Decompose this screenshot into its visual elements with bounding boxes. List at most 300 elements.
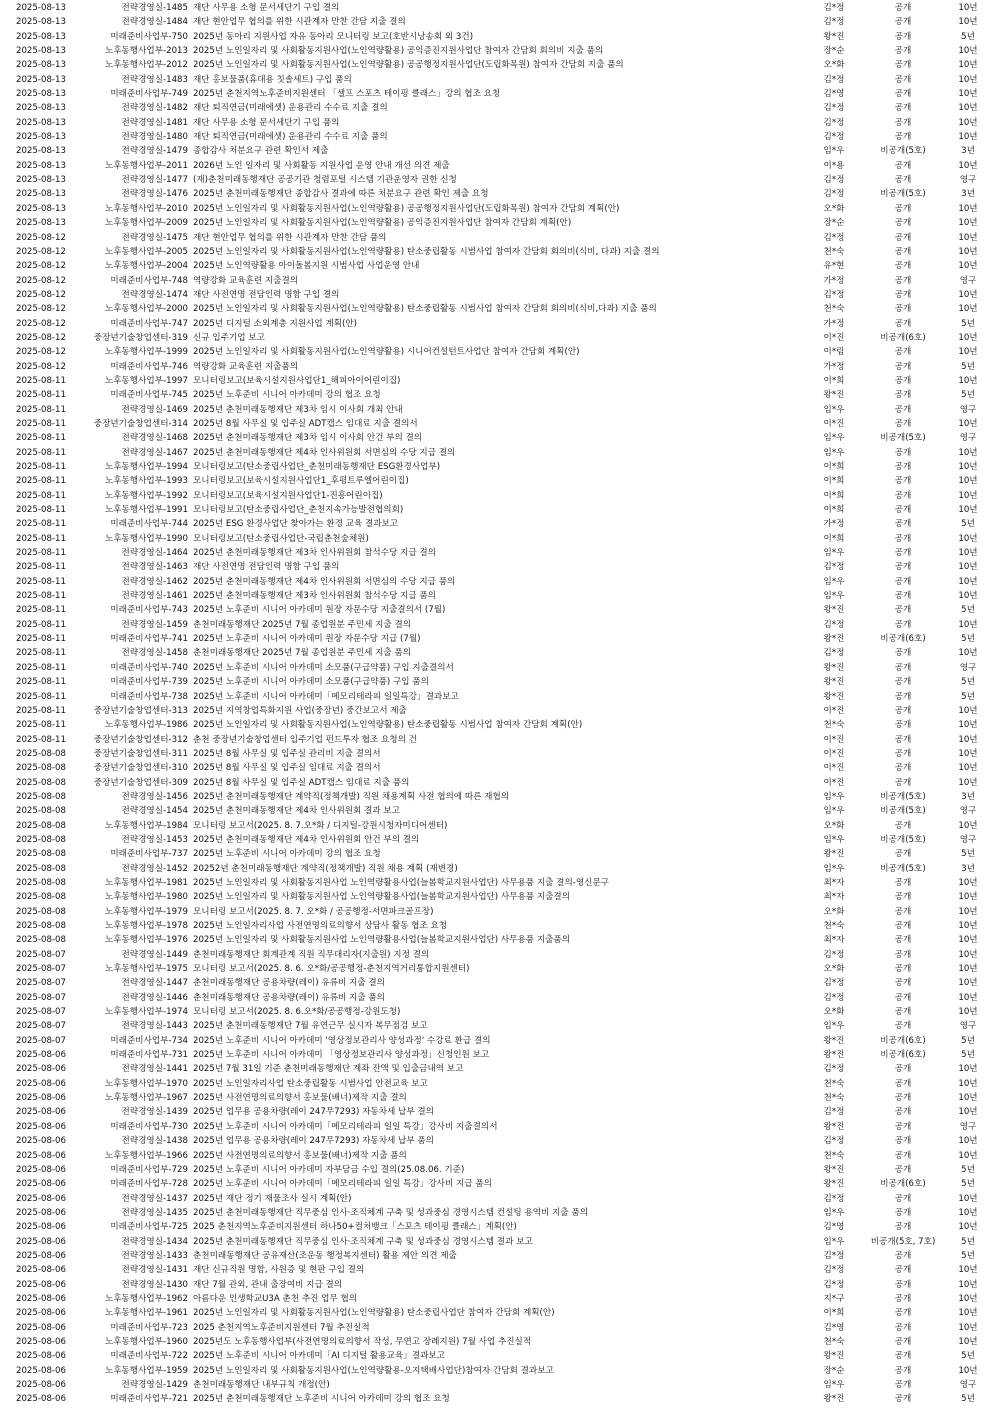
cell-author: 이*진 xyxy=(823,748,845,759)
cell-disclosure: 공개 xyxy=(894,175,912,186)
cell-disclosure: 공개 xyxy=(894,748,912,759)
cell-date: 2025-08-11 xyxy=(16,662,66,673)
cell-retention: 10년 xyxy=(958,1136,978,1147)
cell-retention: 10년 xyxy=(958,117,978,128)
cell-retention: 3년 xyxy=(961,863,975,874)
table-row xyxy=(0,819,1000,833)
table-row xyxy=(0,1378,1000,1392)
cell-disclosure: 공개 xyxy=(894,705,912,716)
cell-disclosure: 공개 xyxy=(894,17,912,28)
cell-doc-number: 전략경영실-1477 xyxy=(121,175,188,186)
table-row xyxy=(0,101,1000,115)
cell-date: 2025-08-11 xyxy=(16,505,66,516)
cell-title: 2025 춘천지역노후준비지원센터 7월 추진실적 xyxy=(193,1322,370,1333)
cell-retention: 10년 xyxy=(958,877,978,888)
cell-author: 김*정 xyxy=(823,992,845,1003)
cell-author: 왕*진 xyxy=(823,390,845,401)
cell-disclosure: 공개 xyxy=(894,921,912,931)
cell-author: 이*진 xyxy=(823,705,845,716)
cell-title: 2025년 업무용 공용차량(레이 247무7293) 자동차세 납부 결의 xyxy=(193,1107,434,1118)
table-row xyxy=(0,589,1000,603)
cell-disclosure: 공개 xyxy=(894,906,912,917)
cell-retention: 10년 xyxy=(958,576,978,587)
cell-title: 모니터링 보고서(2025. 8. 6.오*화/공공행정-강원도청) xyxy=(193,1007,401,1018)
cell-title: 모니터링보고(보육시설지원사업단1_해피아이어린이집) xyxy=(193,375,401,386)
cell-disclosure: 비공개(5호) xyxy=(880,806,926,817)
cell-doc-number: 미래준비사업부-750 xyxy=(110,31,188,42)
cell-doc-number: 노후동행사업부-1984 xyxy=(104,820,188,831)
cell-author: 오*화 xyxy=(823,1007,845,1018)
table-row xyxy=(0,58,1000,72)
cell-disclosure: 공개 xyxy=(894,1265,912,1276)
cell-disclosure: 공개 xyxy=(894,1193,912,1204)
cell-date: 2025-08-07 xyxy=(16,992,66,1003)
cell-disclosure: 공개 xyxy=(894,1365,912,1376)
cell-disclosure: 공개 xyxy=(894,261,912,272)
cell-title: 종합감사 처분요구 관련 확인서 제출 xyxy=(193,146,329,157)
cell-author: 이*희 xyxy=(823,462,845,472)
table-row xyxy=(0,690,1000,704)
cell-author: 천*숙 xyxy=(823,1078,845,1089)
cell-date: 2025-08-12 xyxy=(16,275,66,286)
cell-disclosure: 공개 xyxy=(894,218,912,229)
cell-author: 천*숙 xyxy=(823,304,845,315)
cell-retention: 5년 xyxy=(961,1050,975,1061)
cell-retention: 영구 xyxy=(959,834,977,845)
cell-title: 2025년 노후준비 시니어 아카데미 강의 협조 요청 xyxy=(193,390,381,401)
cell-retention: 영구 xyxy=(959,1021,977,1032)
cell-doc-number: 노후동행사업부-1986 xyxy=(104,720,188,731)
cell-author: 이*희 xyxy=(823,1308,845,1319)
cell-title: 2025년 노후준비 시니어 아카데미 소모품(구급약품) 구입 지출결의서 xyxy=(193,662,454,673)
cell-doc-number: 전략경영실-1447 xyxy=(121,978,188,989)
cell-disclosure: 공개 xyxy=(894,1308,912,1319)
table-row xyxy=(0,144,1000,158)
table-row xyxy=(0,1019,1000,1033)
cell-date: 2025-08-08 xyxy=(16,791,66,802)
cell-date: 2025-08-07 xyxy=(16,1007,66,1018)
table-row xyxy=(0,790,1000,804)
cell-doc-number: 전략경영실-1462 xyxy=(121,576,188,587)
cell-author: 장*순 xyxy=(823,218,845,229)
table-row xyxy=(0,317,1000,331)
cell-author: 임*우 xyxy=(823,791,845,802)
cell-doc-number: 노후동행사업부-1981 xyxy=(104,877,188,888)
cell-date: 2025-08-13 xyxy=(16,160,66,171)
cell-author: 김*영 xyxy=(823,1222,845,1233)
cell-date: 2025-08-06 xyxy=(16,1322,66,1333)
cell-doc-number: 전략경영실-1463 xyxy=(121,562,188,573)
cell-retention: 10년 xyxy=(958,533,978,544)
cell-date: 2025-08-11 xyxy=(16,533,66,544)
cell-doc-number: 미래준비사업부-743 xyxy=(110,605,188,616)
cell-disclosure: 공개 xyxy=(894,734,912,745)
cell-disclosure: 공개 xyxy=(894,462,912,472)
cell-doc-number: 노후동행사업부-1991 xyxy=(104,505,188,516)
cell-title: 2025년 동아리 지원사업 자유 동아리 모니터링 보고(호반시낭송회 외 3건) xyxy=(193,31,474,42)
cell-disclosure: 공개 xyxy=(894,1207,912,1218)
table-row xyxy=(0,661,1000,675)
cell-retention: 10년 xyxy=(958,261,978,272)
table-row xyxy=(0,73,1000,87)
cell-retention: 3년 xyxy=(961,189,975,200)
cell-author: 김*정 xyxy=(823,1279,845,1290)
table-row xyxy=(0,1263,1000,1277)
cell-title: 모니터링보고(탄소중립사업단_춘천지속가능발전협의회) xyxy=(193,505,404,516)
table-row xyxy=(0,646,1000,660)
cell-date: 2025-08-06 xyxy=(16,1236,66,1247)
cell-date: 2025-08-11 xyxy=(16,447,66,458)
cell-title: 2025년 노후준비 시니어 아카데미 자부담금 수입 결의(25.08.06. 기준) xyxy=(193,1164,465,1175)
cell-title: 춘천미래동행재단 2025년 7월 종업원분 주민세 지출 결의 xyxy=(193,619,412,630)
cell-date: 2025-08-06 xyxy=(16,1380,66,1390)
cell-author: 왕*진 xyxy=(823,662,845,673)
cell-disclosure: 공개 xyxy=(894,89,912,100)
cell-doc-number: 전략경영실-1435 xyxy=(121,1207,188,1218)
cell-date: 2025-08-06 xyxy=(16,1093,66,1104)
cell-doc-number: 미래준비사업부-737 xyxy=(110,849,188,860)
cell-disclosure: 공개 xyxy=(894,849,912,860)
cell-retention: 10년 xyxy=(958,720,978,731)
cell-doc-number: 노후동행사업부-2010 xyxy=(104,203,188,214)
cell-author: 왕*진 xyxy=(823,31,845,42)
table-row xyxy=(0,1091,1000,1105)
cell-disclosure: 공개 xyxy=(894,519,912,530)
cell-author: 임*우 xyxy=(823,834,845,845)
table-row xyxy=(0,718,1000,732)
cell-disclosure: 공개 xyxy=(894,1351,912,1362)
cell-author: 임*우 xyxy=(823,1207,845,1218)
cell-doc-number: 미래준비사업부-746 xyxy=(110,361,188,372)
cell-retention: 10년 xyxy=(958,1222,978,1233)
cell-doc-number: 미래준비사업부-721 xyxy=(110,1394,188,1405)
cell-retention: 10년 xyxy=(958,289,978,300)
cell-title: 모니터링 보고서(2025. 8. 7.오*화 / 디지털-강원시청자미디어센터) xyxy=(193,820,448,831)
cell-title: 모니터링보고(보육시설지원사업단1-진흥어린이집) xyxy=(193,490,383,501)
cell-retention: 3년 xyxy=(961,146,975,157)
cell-date: 2025-08-07 xyxy=(16,1021,66,1032)
table-row xyxy=(0,833,1000,847)
cell-date: 2025-08-06 xyxy=(16,1336,66,1347)
cell-title: 2025년 노인일자리 및 사회활동지원사업(노인역량활용) 탄소중립활동 시범사업 참여자 간담회 회의비(식비, 다과) 지출 결의 xyxy=(193,246,660,257)
cell-doc-number: 전략경영실-1454 xyxy=(121,806,188,817)
cell-title: 신규 입주기업 보고 xyxy=(193,332,265,343)
cell-title: 재단 퇴직연금(미래에셋) 운용관리 수수료 지출 결의 xyxy=(193,103,388,114)
cell-doc-number: 노후동행사업부-2004 xyxy=(104,261,188,272)
cell-author: 임*우 xyxy=(823,404,845,415)
cell-retention: 10년 xyxy=(958,332,978,343)
cell-title: 2025년 노인역량활용 아이돌봄지원 시범사업 사업운영 안내 xyxy=(193,261,420,272)
cell-doc-number: 노후동행사업부-2011 xyxy=(104,160,188,171)
table-row xyxy=(0,603,1000,617)
table-row xyxy=(0,1392,1000,1406)
cell-date: 2025-08-13 xyxy=(16,17,66,28)
cell-disclosure: 공개 xyxy=(894,490,912,501)
cell-retention: 3년 xyxy=(961,791,975,802)
cell-title: 2025년 노인일자리 및 사회활동지원사업(노인역량활용) 공익증진지원사업단 참여자 간담회 계획(안) xyxy=(193,218,572,229)
table-row xyxy=(0,517,1000,531)
cell-disclosure: 비공개(5호) xyxy=(880,834,926,845)
cell-doc-number: 노후동행사업부-1960 xyxy=(104,1336,188,1347)
cell-author: 오*화 xyxy=(823,60,845,71)
cell-author: 김*정 xyxy=(823,103,845,114)
cell-author: 장*순 xyxy=(823,46,845,57)
cell-doc-number: 전략경영실-1458 xyxy=(121,648,188,659)
cell-disclosure: 공개 xyxy=(894,1222,912,1233)
cell-date: 2025-08-13 xyxy=(16,189,66,200)
cell-disclosure: 공개 xyxy=(894,46,912,57)
cell-date: 2025-08-07 xyxy=(16,964,66,975)
cell-doc-number: 노후동행사업부-1994 xyxy=(104,462,188,472)
cell-retention: 5년 xyxy=(961,31,975,42)
cell-doc-number: 노후동행사업부-1967 xyxy=(104,1093,188,1104)
cell-retention: 10년 xyxy=(958,1207,978,1218)
cell-author: 김*정 xyxy=(823,1250,845,1261)
cell-title: 2026년 노인 일자리 및 사회활동 지원사업 운영 안내 개선 의견 제출 xyxy=(193,160,450,171)
cell-retention: 10년 xyxy=(958,304,978,315)
cell-title: 2025년 노인일자리 및 사회활동지원사업 노인역량활용사업(늘봄학교지원사업단) 사무용품 지출 결의-영신문구 xyxy=(193,877,610,888)
cell-retention: 5년 xyxy=(961,634,975,645)
cell-date: 2025-08-12 xyxy=(16,261,66,272)
cell-author: 임*우 xyxy=(823,576,845,587)
table-row xyxy=(0,403,1000,417)
cell-disclosure: 공개 xyxy=(894,1093,912,1104)
cell-doc-number: 노후동행사업부-1959 xyxy=(104,1365,188,1376)
table-row xyxy=(0,560,1000,574)
cell-date: 2025-08-12 xyxy=(16,289,66,300)
cell-date: 2025-08-11 xyxy=(16,677,66,688)
cell-author: 왕*진 xyxy=(823,691,845,702)
cell-date: 2025-08-12 xyxy=(16,347,66,358)
table-row xyxy=(0,116,1000,130)
cell-doc-number: 전략경영실-1482 xyxy=(121,103,188,114)
cell-date: 2025-08-08 xyxy=(16,877,66,888)
table-row xyxy=(0,1062,1000,1076)
table-row xyxy=(0,1292,1000,1306)
cell-disclosure: 공개 xyxy=(894,1007,912,1018)
table-row xyxy=(0,288,1000,302)
cell-date: 2025-08-12 xyxy=(16,361,66,372)
cell-title: 2025년 노인일자리 및 사회활동지원사업(노인역량활용) 탄소중립사업단 참여자 간담회 계획(안) xyxy=(193,1308,555,1319)
cell-date: 2025-08-08 xyxy=(16,849,66,860)
cell-doc-number: 노후동행사업부-1978 xyxy=(104,921,188,931)
cell-date: 2025-08-11 xyxy=(16,605,66,616)
cell-doc-number: 중장년기술창업센터-319 xyxy=(93,332,188,343)
cell-author: 김*정 xyxy=(823,949,845,960)
cell-author: 천*숙 xyxy=(823,246,845,257)
cell-disclosure: 공개 xyxy=(894,548,912,559)
cell-disclosure: 공개 xyxy=(894,117,912,128)
cell-title: 2025년 춘천지역노후준비지원센터 「셀프 스포츠 테이핑 클래스」강의 협조 요청 xyxy=(193,89,501,100)
cell-date: 2025-08-12 xyxy=(16,232,66,243)
cell-date: 2025-08-12 xyxy=(16,318,66,329)
cell-author: 김*정 xyxy=(823,175,845,186)
cell-retention: 영구 xyxy=(959,662,977,673)
cell-date: 2025-08-06 xyxy=(16,1308,66,1319)
cell-retention: 5년 xyxy=(961,1250,975,1261)
cell-author: 김*정 xyxy=(823,74,845,85)
cell-date: 2025-08-13 xyxy=(16,74,66,85)
table-row xyxy=(0,675,1000,689)
cell-doc-number: 전략경영실-1468 xyxy=(121,433,188,444)
cell-retention: 5년 xyxy=(961,1236,975,1247)
table-row xyxy=(0,1206,1000,1220)
table-row xyxy=(0,1278,1000,1292)
cell-doc-number: 미래준비사업부-725 xyxy=(110,1222,188,1233)
cell-disclosure: 공개 xyxy=(894,605,912,616)
table-row xyxy=(0,388,1000,402)
cell-title: 재단 사전연명 전담인력 명함 구입 품의 xyxy=(193,562,340,573)
cell-title: 2025 춘천지역노후준비지원센터 하나50+컬처뱅크「스포츠 테이핑 클래스」계획(안) xyxy=(193,1222,517,1233)
cell-disclosure: 공개 xyxy=(894,132,912,143)
cell-date: 2025-08-08 xyxy=(16,935,66,946)
cell-date: 2025-08-06 xyxy=(16,1265,66,1276)
cell-retention: 10년 xyxy=(958,763,978,774)
cell-retention: 10년 xyxy=(958,906,978,917)
cell-disclosure: 공개 xyxy=(894,949,912,960)
cell-disclosure: 공개 xyxy=(894,892,912,903)
cell-disclosure: 공개 xyxy=(894,1394,912,1405)
cell-doc-number: 중장년기술창업센터-313 xyxy=(93,705,188,716)
cell-retention: 10년 xyxy=(958,1064,978,1075)
cell-author: 김*영 xyxy=(823,89,845,100)
table-row xyxy=(0,202,1000,216)
cell-retention: 10년 xyxy=(958,89,978,100)
table-row xyxy=(0,474,1000,488)
cell-author: 가*정 xyxy=(823,318,845,329)
cell-title: 2025년 춘천미래동행재단 제4차 인사위원회 서면심의 수당 지급 결의 xyxy=(193,447,456,458)
cell-title: 모니터링 보고서(2025. 8. 6. 오*화/공공행정-춘천지역거리통합지원센터) xyxy=(193,964,470,975)
cell-retention: 10년 xyxy=(958,1293,978,1304)
cell-title: 20252년 춘천미래동행재단 계약직(정책개발) 직원 채용 계획 (재변경) xyxy=(193,863,458,874)
table-row xyxy=(0,1163,1000,1177)
cell-author: 천*숙 xyxy=(823,1150,845,1161)
cell-retention: 5년 xyxy=(961,1164,975,1175)
cell-retention: 5년 xyxy=(961,390,975,401)
cell-date: 2025-08-08 xyxy=(16,892,66,903)
cell-doc-number: 미래준비사업부-749 xyxy=(110,89,188,100)
cell-disclosure: 공개 xyxy=(894,404,912,415)
cell-title: 2025년 사전연명의료의향서 홍보물(배너)제작 지출 결의 xyxy=(193,1093,407,1104)
table-row xyxy=(0,1120,1000,1134)
cell-title: 재단 7월 관외, 관내 출장여비 지급 결의 xyxy=(193,1279,343,1290)
cell-date: 2025-08-06 xyxy=(16,1164,66,1175)
cell-disclosure: 공개 xyxy=(894,964,912,975)
cell-title: 2025년 노후준비 시니어 아카데미「메모리테라피 일일 특강」강사비 지급 품의 xyxy=(193,1179,492,1190)
cell-doc-number: 전략경영실-1437 xyxy=(121,1193,188,1204)
cell-doc-number: 전략경영실-1446 xyxy=(121,992,188,1003)
cell-date: 2025-08-11 xyxy=(16,634,66,645)
cell-title: 2025년 노후준비 시니어 아카데미「메모리테라피 일일 특강」강사비 지출결의서 xyxy=(193,1121,498,1132)
cell-author: 이*용 xyxy=(823,160,845,171)
cell-author: 오*화 xyxy=(823,820,845,831)
table-row xyxy=(0,761,1000,775)
table-row xyxy=(0,905,1000,919)
cell-disclosure: 공개 xyxy=(894,1293,912,1304)
cell-author: 임*우 xyxy=(823,548,845,559)
cell-author: 임*우 xyxy=(823,806,845,817)
cell-retention: 5년 xyxy=(961,677,975,688)
cell-disclosure: 공개 xyxy=(894,1322,912,1333)
table-row xyxy=(0,776,1000,790)
cell-retention: 10년 xyxy=(958,1336,978,1347)
cell-retention: 영구 xyxy=(959,404,977,415)
cell-retention: 5년 xyxy=(961,318,975,329)
cell-author: 이*희 xyxy=(823,505,845,516)
cell-retention: 10년 xyxy=(958,17,978,28)
cell-disclosure: 공개 xyxy=(894,232,912,243)
cell-title: 2025년 8월 사무실 및 입주실 관리비 지출 결의서 xyxy=(193,748,381,759)
cell-disclosure: 공개 xyxy=(894,74,912,85)
cell-retention: 영구 xyxy=(959,175,977,186)
cell-author: 김*정 xyxy=(823,117,845,128)
cell-author: 임*우 xyxy=(823,1236,845,1247)
cell-date: 2025-08-11 xyxy=(16,519,66,530)
cell-disclosure: 공개 xyxy=(894,691,912,702)
cell-title: 아름다운 인생학교U3A 춘천 추진 업무 협의 xyxy=(193,1293,358,1304)
table-row xyxy=(0,747,1000,761)
cell-retention: 5년 xyxy=(961,691,975,702)
cell-retention: 10년 xyxy=(958,1308,978,1319)
table-row xyxy=(0,1048,1000,1062)
cell-doc-number: 전략경영실-1441 xyxy=(121,1064,188,1075)
cell-retention: 10년 xyxy=(958,74,978,85)
cell-date: 2025-08-13 xyxy=(16,60,66,71)
cell-date: 2025-08-11 xyxy=(16,375,66,386)
cell-date: 2025-08-12 xyxy=(16,304,66,315)
cell-disclosure: 공개 xyxy=(894,677,912,688)
cell-title: 2025년 노후준비 시니어 아카데미「AI 디지털 활용교육」결과보고 xyxy=(193,1351,446,1362)
cell-retention: 10년 xyxy=(958,921,978,931)
cell-disclosure: 비공개(5호) xyxy=(880,189,926,200)
cell-title: 춘천미래동행재단 회계관계 직원 직무대리자(지출원) 지정 결의 xyxy=(193,949,430,960)
cell-author: 김*정 xyxy=(823,1265,845,1276)
cell-title: 2025년 노후준비 시니어 아카데미 소모품(구급약품) 구입 품의 xyxy=(193,677,429,688)
cell-title: 2025년 춘천미래동행재단 제4차 인사위원회 결과 보고 xyxy=(193,806,401,817)
cell-retention: 10년 xyxy=(958,648,978,659)
cell-retention: 10년 xyxy=(958,232,978,243)
cell-date: 2025-08-06 xyxy=(16,1150,66,1161)
cell-title: 2025년 8월 사무실 및 입주실 ADT캡스 임대료 지출 품의 xyxy=(193,777,410,788)
cell-title: 춘천미래동행재단 공용차량(레이) 유류비 지출 결의 xyxy=(193,978,385,989)
cell-date: 2025-08-11 xyxy=(16,734,66,745)
cell-title: 2025년 사전연명의료의향서 홍보물(배너)제작 지출 품의 xyxy=(193,1150,407,1161)
cell-author: 최*자 xyxy=(823,935,845,946)
cell-title: 2025년 춘천미래동행재단 직무중심 인사·조직체계 구축 및 성과중심 경영시스템 컨설팅 용역비 지출 품의 xyxy=(193,1207,589,1218)
cell-disclosure: 공개 xyxy=(894,304,912,315)
cell-title: 2025년 춘천미래동행재단 계약직(정책개발) 직원 채용계획 사전 협의에 따른 재협의 xyxy=(193,791,510,802)
cell-doc-number: 노후동행사업부-2012 xyxy=(104,60,188,71)
cell-doc-number: 미래준비사업부-738 xyxy=(110,691,188,702)
table-row xyxy=(0,1335,1000,1349)
table-row xyxy=(0,187,1000,201)
cell-retention: 10년 xyxy=(958,591,978,602)
cell-doc-number: 전략경영실-1452 xyxy=(121,863,188,874)
cell-title: 모니터링보고(탄소중립사업단_춘천미래동행재단 ESG환경사업부) xyxy=(193,462,441,472)
cell-title: (재)춘천미래동행재단 공공기관 청렴포털 시스템 기관운영자 권한 신청 xyxy=(193,175,457,186)
table-row xyxy=(0,919,1000,933)
cell-author: 김*정 xyxy=(823,289,845,300)
cell-author: 왕*진 xyxy=(823,605,845,616)
cell-title: 춘천 중장년기술창업센터 입주기업 펀드투자 협조 요청의 건 xyxy=(193,734,417,745)
cell-retention: 10년 xyxy=(958,347,978,358)
cell-author: 가*정 xyxy=(823,361,845,372)
cell-title: 2025년 노인일자리 및 사회활동지원사업(노인역량활용-오지택배사업단)참여자 간담회 결과보고 xyxy=(193,1365,554,1376)
table-row xyxy=(0,489,1000,503)
cell-retention: 10년 xyxy=(958,60,978,71)
cell-date: 2025-08-08 xyxy=(16,777,66,788)
cell-doc-number: 노후동행사업부-2013 xyxy=(104,46,188,57)
